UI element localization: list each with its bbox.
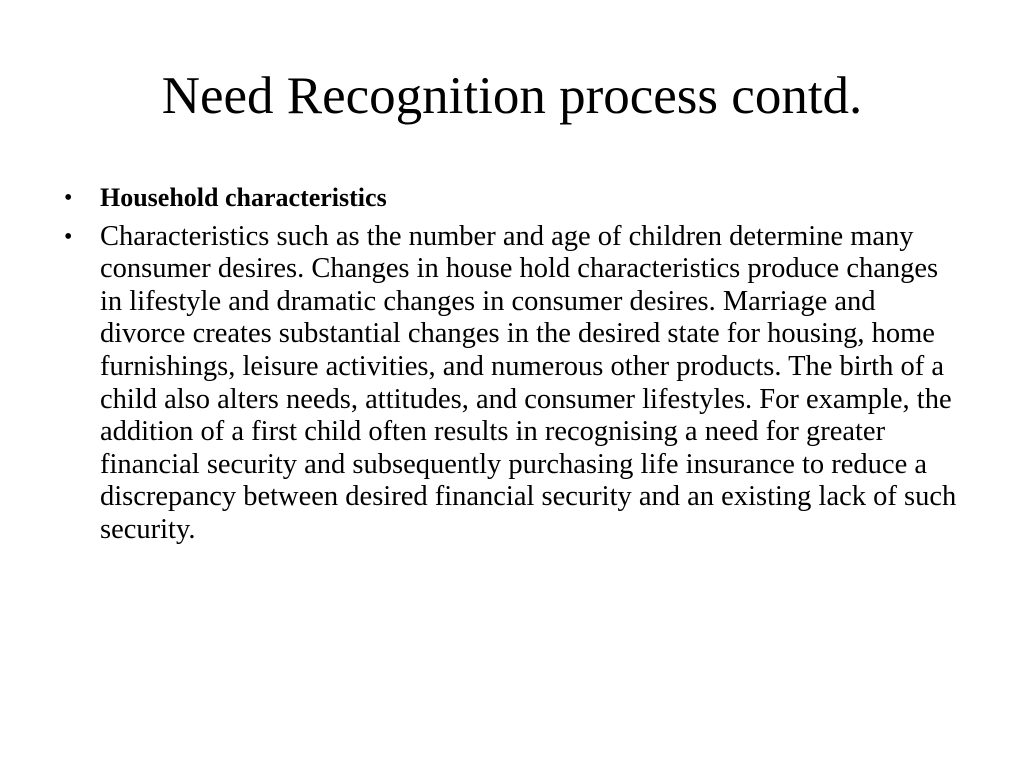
bullet-list (62, 182, 962, 553)
slide-title: Need Recognition process contd. (161, 67, 863, 125)
bullet-item-body (62, 221, 962, 547)
bullet-heading-text: Household characteristics (100, 183, 387, 212)
bullet-dot-icon: • (64, 223, 73, 250)
bullet-body-text: Characteristics such as the number and age of children determine many consumer desires. Changes in house hold characteristics produce changes in lifestyle and dramatic changes in consumer desires. Marriage and divorce creates substantial changes in the desired state for housing, home furnishings, leisure activities, and numerous other products. The birth of a child also alters needs, attitudes, and consumer lifestyles. For example, the addition of a first child often results in recognising a need for greater financial security and subsequently purchasing life insurance to reduce a discrepancy between desired financial security and an existing lack of such security. (100, 220, 957, 545)
bullet-item-heading (62, 182, 962, 215)
bullet-dot-icon: • (64, 185, 73, 211)
